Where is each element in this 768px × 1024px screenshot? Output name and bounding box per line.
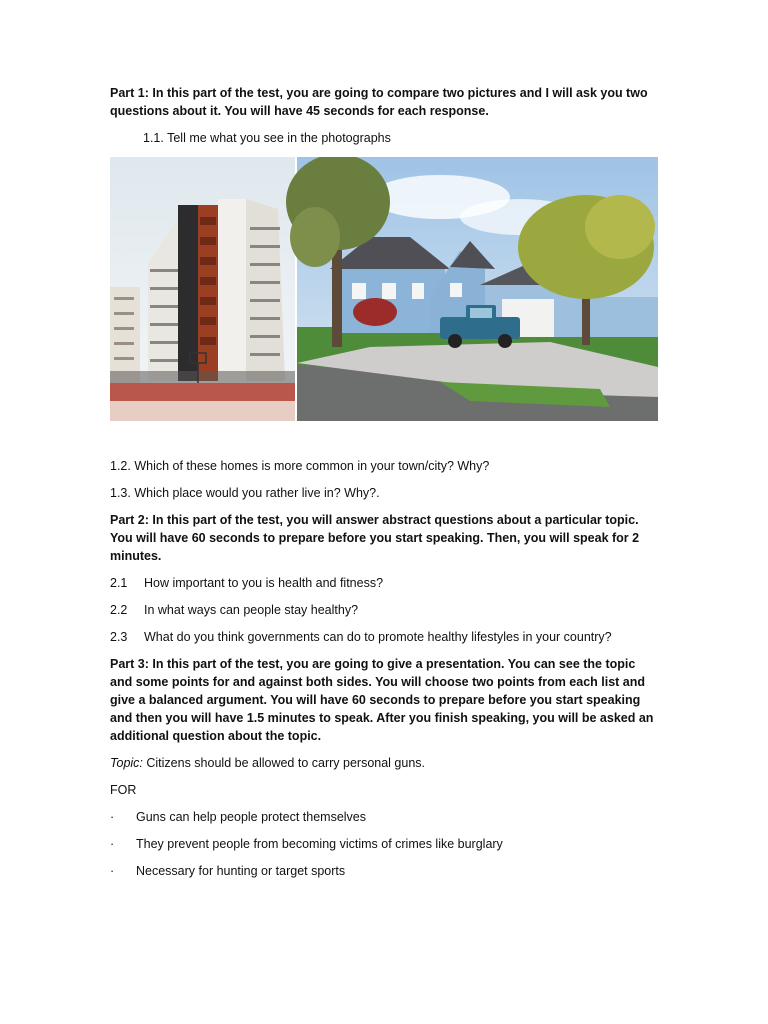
- part3-heading: Part 3: In this part of the test, you are going to give a presentation. You can see the topic and some points for and against both sides. You will choose two points from each list and give a balanced argument. You will have 60 seconds to prepare before you start speaking and then you will have 1.5 minutes to speak. After you finish speaking, you will be asked an additional question about the topic.: [110, 657, 654, 743]
- for-label: FOR: [110, 783, 137, 797]
- suburban-house-photo: [286, 157, 658, 421]
- list-item: [110, 835, 660, 853]
- bullet-icon: ·: [110, 810, 115, 824]
- part2-question: [110, 574, 660, 592]
- list-item: [110, 862, 660, 880]
- topic-label: Topic:: [110, 756, 143, 770]
- comparison-photos: [110, 157, 658, 421]
- list-item-text: Guns can help people protect themselves: [136, 810, 366, 824]
- question-number: 2.2: [110, 603, 128, 617]
- part2-question: [110, 628, 660, 646]
- part2-heading: Part 2: In this part of the test, you will answer abstract questions about a particular topic. You will have 60 seconds to prepare before you start speaking. Then, you will speak for 2 minutes.: [110, 513, 640, 563]
- question-text: How important to you is health and fitness?: [144, 576, 384, 590]
- list-item-text: They prevent people from becoming victims of crimes like burglary: [136, 837, 503, 851]
- apartment-tower-photo: [110, 157, 295, 421]
- topic-line: [110, 754, 660, 772]
- question-text: In what ways can people stay healthy?: [144, 603, 359, 617]
- part1-heading: Part 1: In this part of the test, you are going to compare two pictures and I will ask you two questions about it. You will have 45 seconds for each response.: [110, 86, 648, 118]
- worksheet: [110, 84, 660, 889]
- question-1-3: 1.3. Which place would you rather live in? Why?.: [110, 486, 380, 500]
- topic-text: Citizens should be allowed to carry personal guns.: [142, 756, 426, 770]
- list-item: [110, 808, 660, 826]
- question-1-1: 1.1. Tell me what you see in the photographs: [143, 131, 391, 145]
- part2-question: [110, 601, 660, 619]
- question-number: 2.3: [110, 630, 128, 644]
- question-1-2: 1.2. Which of these homes is more common in your town/city? Why?: [110, 459, 490, 473]
- question-text: What do you think governments can do to promote healthy lifestyles in your country?: [144, 630, 612, 644]
- question-number: 2.1: [110, 576, 128, 590]
- bullet-icon: ·: [110, 864, 115, 878]
- list-item-text: Necessary for hunting or target sports: [136, 864, 346, 878]
- bullet-icon: ·: [110, 837, 115, 851]
